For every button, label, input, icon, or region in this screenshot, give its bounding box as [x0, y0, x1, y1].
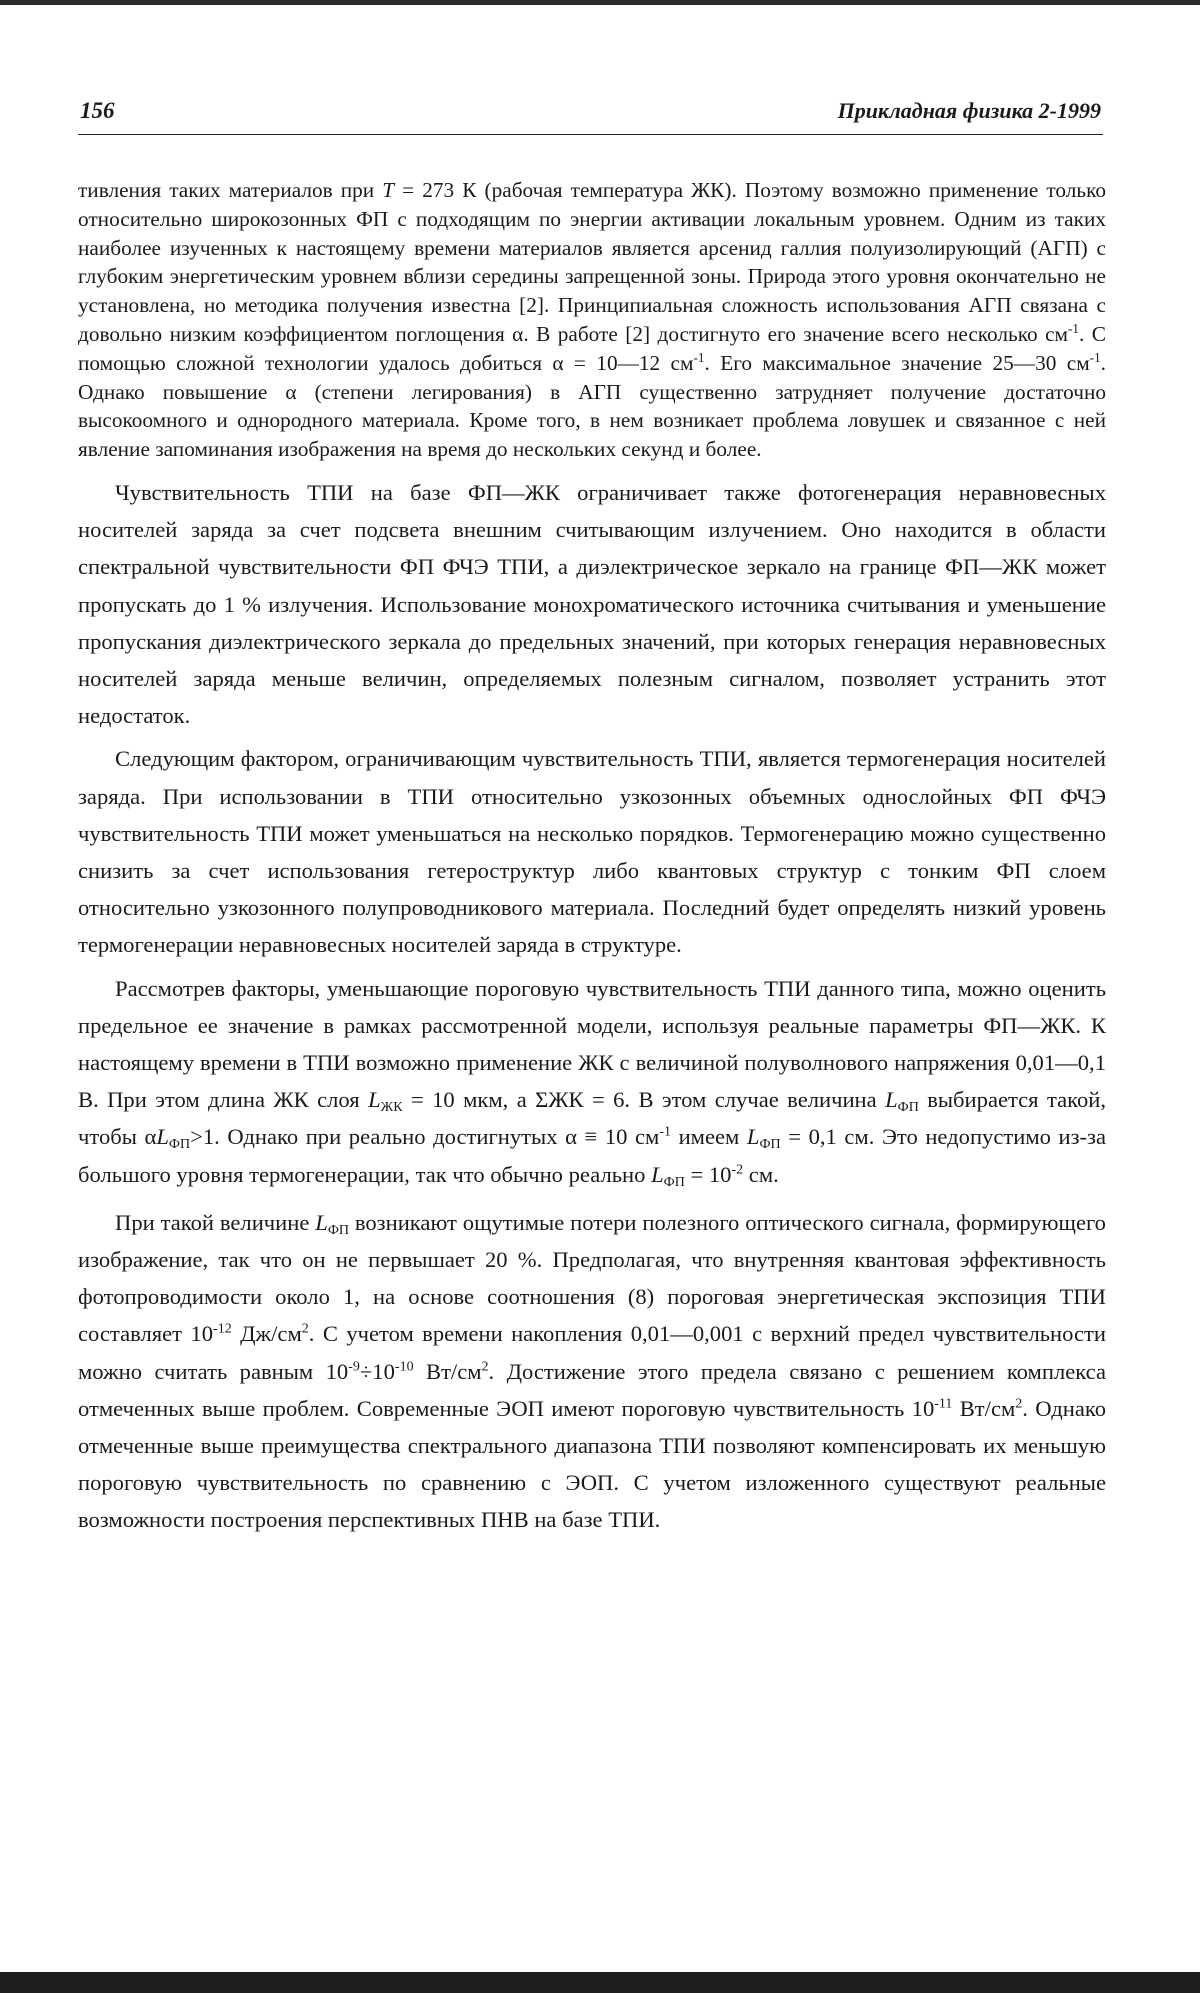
paragraph-2: Чувствительность ТПИ на базе ФП—ЖК ограничивает также фотогенерация неравновесных носителей заряда за счет подсвета внешним считывающим излучением. Оно находится в области спектральной чувствительности ФП ФЧЭ ТПИ, а диэлектрическое зеркало на границе ФП—ЖК может пропускать до 1 % излучения. Использование монохроматического источника считывания и уменьшение пропускания диэлектрического зеркала до предельных значений, при которых генерация неравновесных носителей заряда меньше величин, определяемых полезным сигналом, позволяет устранить этот недостаток.	[78, 479, 1106, 729]
scan-border-bottom	[0, 1972, 1200, 1993]
symbol-L: L	[368, 1087, 381, 1113]
symbol-L: L	[651, 1161, 664, 1187]
symbol-L: L	[315, 1209, 328, 1235]
temperature-variable: T	[382, 178, 395, 202]
symbol-L: L	[156, 1124, 169, 1150]
paragraph-5: При такой величине $L_{ФП}$ возникают ощутимые потери полезного оптического сигнала, формирующего изображение, так что он не первышает 20 %. Предполагая, что внутренняя квантовая эффективность фотопроводимости около 1, на основе соотношения (8) пороговая энергетическая экспозиция ТПИ составляет $10^{-12}$ $Дж/см^2$. С учетом времени накопления 0,01—0,001 с верхний предел чувствительности можно считать равным $10^{-9}\div 10^{-10}$ $Вт/см^2$. Достижение этого предела связано с решением комплекса отмеченных выше проблем. Современные ЭОП имеют пороговую чувствительность $10^{-11}$ $Вт/см^2$. Однако отмеченные выше преимущества спектрального диапазона ТПИ позволяют компенсировать их меньшую пороговую чувствительность по сравнению с ЭОП. С учетом изложенного существуют реальные возможности построения перспективных ПНВ на базе ТПИ.	[78, 1209, 1106, 1533]
symbol-L: L	[746, 1124, 760, 1150]
paragraph-1: тивления таких материалов при T = 273 К (рабочая температура ЖК). Поэтому возможно применение только относительно широкозонных ФП с подходящим по энергии активации локальным уровнем. Одним из таких наиболее изученных к настоящему времени материалов является арсенид галлия полуизолирующий (АГП) с глубоким энергетическим уровнем вблизи середины запрещенной зоны. Природа этого уровня окончательно не установлена, но методика получения известна [2]. Принципиальная сложность использования АГП связана с довольно низким коэффициентом поглощения α. В работе [2] достигнуто его значение всего несколько $см^{-1}$. С помощью сложной технологии удалось добиться α = 10—12 $см^{-1}$. Его максимальное значение 25—30 $см^{-1}$. Однако повышение α (степени легирования) в АГП существенно затрудняет получение достаточно высокоомного и однородного материала. Кроме того, в нем возникает проблема ловушек и связанное с ней явление запоминания изображения на время до нескольких секунд и более.	[78, 178, 1106, 462]
page-number: 156	[80, 98, 115, 123]
page-header	[78, 98, 1103, 135]
article-body	[78, 176, 1106, 1539]
journal-title: Прикладная физика 2-1999	[837, 98, 1101, 123]
paragraph-4: Рассмотрев факторы, уменьшающие пороговую чувствительность ТПИ данного типа, можно оценить предельное ее значение в рамках рассмотренной модели, используя реальные параметры ФП—ЖК. К настоящему времени в ТПИ возможно применение ЖК с величиной полуволнового напряжения 0,01—0,1 В. При этом длина ЖК слоя $L_{ЖК} = 10$ мкм, а ΣЖК = 6. В этом случае величина $L_{ФП}$ выбирается такой, чтобы $\alpha L_{ФП}>1$. Однако при реально достигнутых α ≡ 10 $см^{-1}$ имеем $L_{ФП} = 0,1$ см. Это недопустимо из-за большого уровня термогенерации, так что обычно реально $L_{ФП} = 10^{-2}$ см.	[78, 975, 1107, 1190]
symbol-L: L	[885, 1087, 898, 1113]
scan-border-top	[0, 0, 1200, 5]
paragraph-3: Следующим фактором, ограничивающим чувствительность ТПИ, является термогенерация носителей заряда. При использовании в ТПИ относительно узкозонных объемных однослойных ФП ФЧЭ чувствительность ТПИ может уменьшаться на несколько порядков. Термогенерацию можно существенно снизить за счет использования гетероструктур либо квантовых структур с тонким ФП слоем относительно узкозонного полупроводникового материала. Последний будет определять низкий уровень термогенерации неравновесных носителей заряда в структуре.	[78, 746, 1106, 958]
